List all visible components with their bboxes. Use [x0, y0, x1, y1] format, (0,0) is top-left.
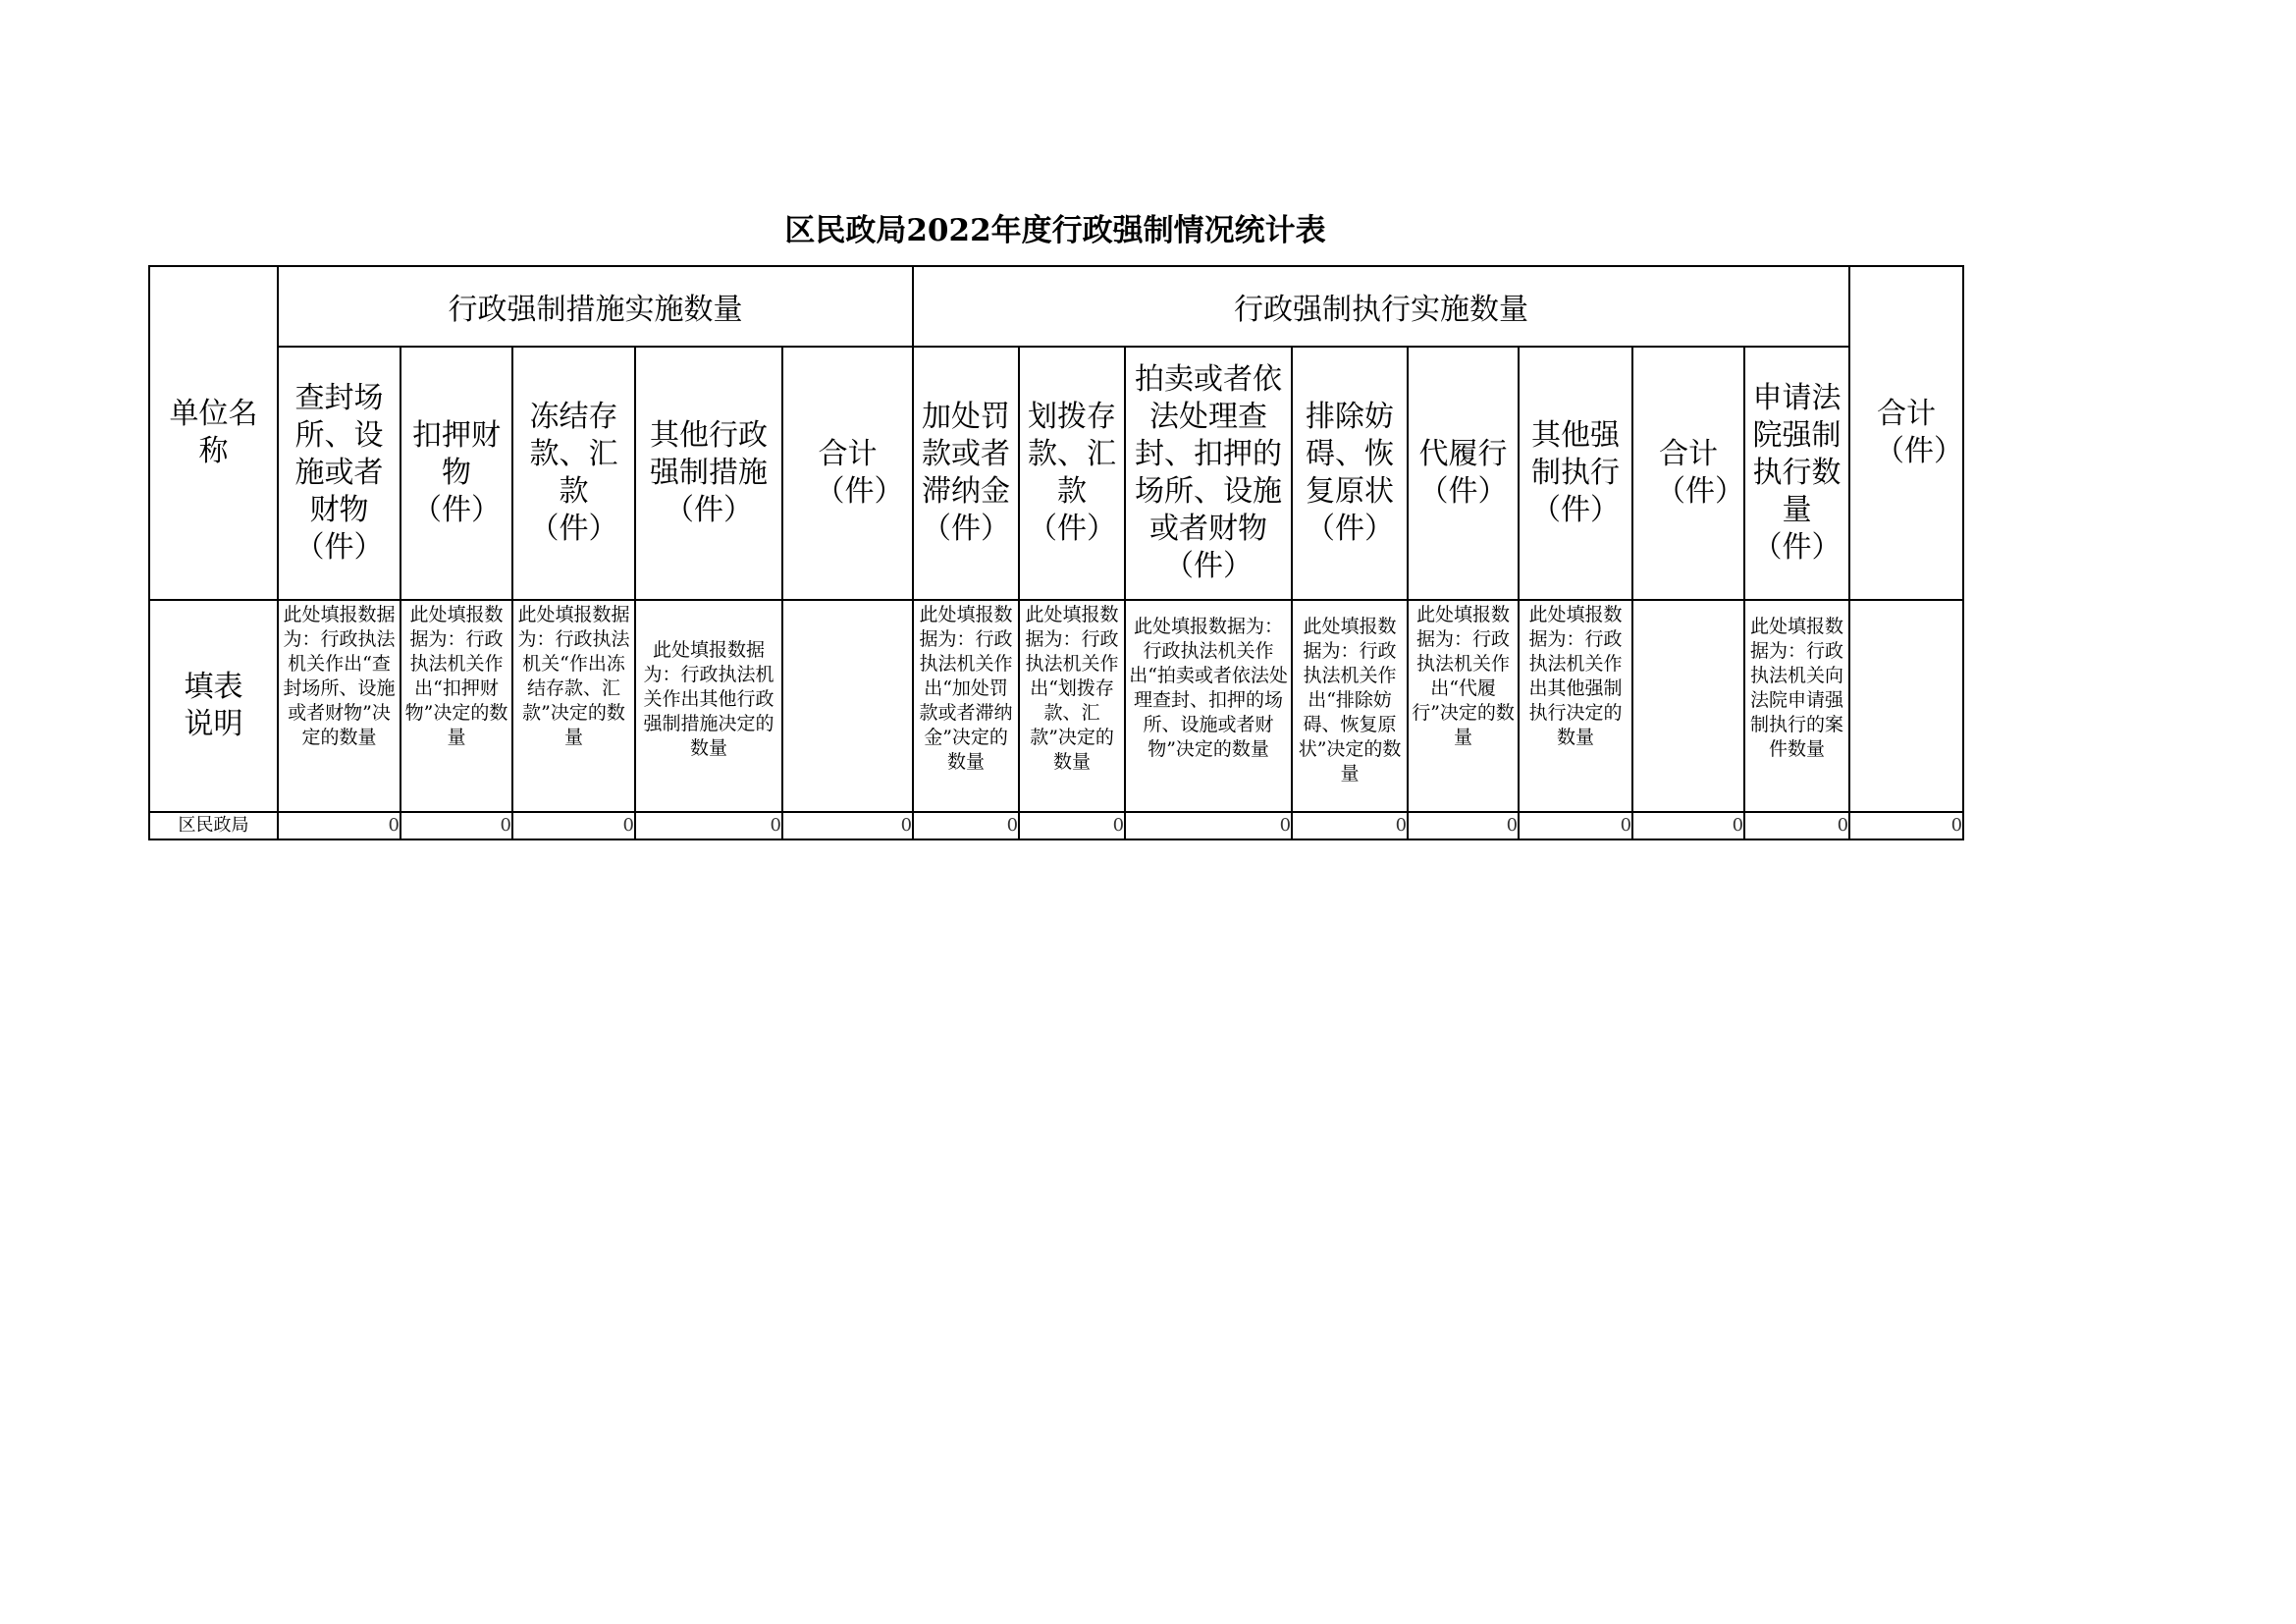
value-cell: 0 [913, 812, 1019, 839]
value-cell: 0 [400, 812, 512, 839]
measures-group-header: 行政强制措施实施数量 [278, 266, 913, 347]
note-cell [782, 600, 913, 812]
table-row [149, 812, 1963, 839]
note-cell: 此处填报数据为：行政执法机关作出“扣押财物”决定的数量 [400, 600, 512, 812]
column-header: 代履行（件） [1408, 347, 1519, 600]
value-cell: 0 [1292, 812, 1408, 839]
value-cell: 0 [782, 812, 913, 839]
notes-label: 填表说明 [149, 600, 278, 812]
execution-group-header: 行政强制执行实施数量 [913, 266, 1849, 347]
note-cell: 此处填报数据为：行政执法机关作出其他行政强制措施决定的数量 [635, 600, 782, 812]
unit-name-header: 单位名称 [149, 266, 278, 600]
value-cell: 0 [512, 812, 635, 839]
value-cell: 0 [1632, 812, 1744, 839]
note-cell: 此处填报数据为：行政执法机关作出“划拨存款、汇款”决定的数量 [1019, 600, 1125, 812]
value-cell: 0 [635, 812, 782, 839]
value-cell: 0 [1519, 812, 1632, 839]
note-cell: 此处填报数据为：行政执法机关作出“拍卖或者依法处理查封、扣押的场所、设施或者财物”决定的数量 [1125, 600, 1292, 812]
column-header: 合计（件） [782, 347, 913, 600]
notes-row [149, 600, 1963, 812]
note-cell: 此处填报数据为：行政执法机关向法院申请强制执行的案件数量 [1744, 600, 1849, 812]
column-header: 冻结存款、汇款（件） [512, 347, 635, 600]
note-cell: 此处填报数据为：行政执法机关作出“查封场所、设施或者财物”决定的数量 [278, 600, 400, 812]
value-cell: 0 [1019, 812, 1125, 839]
value-cell: 0 [1744, 812, 1849, 839]
note-cell: 此处填报数据为：行政执法机关作出“加处罚款或者滞纳金”决定的数量 [913, 600, 1019, 812]
document-title: 区民政局2022年度行政强制情况统计表 [784, 213, 1326, 248]
note-cell: 此处填报数据为：行政执法机关作出“排除妨碍、恢复原状”决定的数量 [1292, 600, 1408, 812]
column-header: 申请法院强制执行数量（件） [1744, 347, 1849, 600]
grand-total-header: 合计（件） [1849, 266, 1963, 600]
statistics-table [148, 265, 1964, 840]
header-row-columns [149, 347, 1963, 600]
column-header: 合计（件） [1632, 347, 1744, 600]
column-header: 划拨存款、汇款（件） [1019, 347, 1125, 600]
column-header: 加处罚款或者滞纳金（件） [913, 347, 1019, 600]
value-cell: 0 [1125, 812, 1292, 839]
value-cell: 0 [1849, 812, 1963, 839]
note-cell [1632, 600, 1744, 812]
note-cell: 此处填报数据为：行政执法机关作出“代履行”决定的数量 [1408, 600, 1519, 812]
column-header: 其他行政强制措施（件） [635, 347, 782, 600]
unit-name-cell: 区民政局 [149, 812, 278, 839]
column-header: 其他强制执行（件） [1519, 347, 1632, 600]
column-header: 拍卖或者依法处理查封、扣押的场所、设施或者财物（件） [1125, 347, 1292, 600]
note-cell [1849, 600, 1963, 812]
column-header: 扣押财物（件） [400, 347, 512, 600]
column-header: 查封场所、设施或者财物（件） [278, 347, 400, 600]
value-cell: 0 [278, 812, 400, 839]
column-header: 排除妨碍、恢复原状（件） [1292, 347, 1408, 600]
note-cell: 此处填报数据为：行政执法机关作出其他强制执行决定的数量 [1519, 600, 1632, 812]
value-cell: 0 [1408, 812, 1519, 839]
header-row-groups [149, 266, 1963, 347]
note-cell: 此处填报数据为：行政执法机关“作出冻结存款、汇款”决定的数量 [512, 600, 635, 812]
